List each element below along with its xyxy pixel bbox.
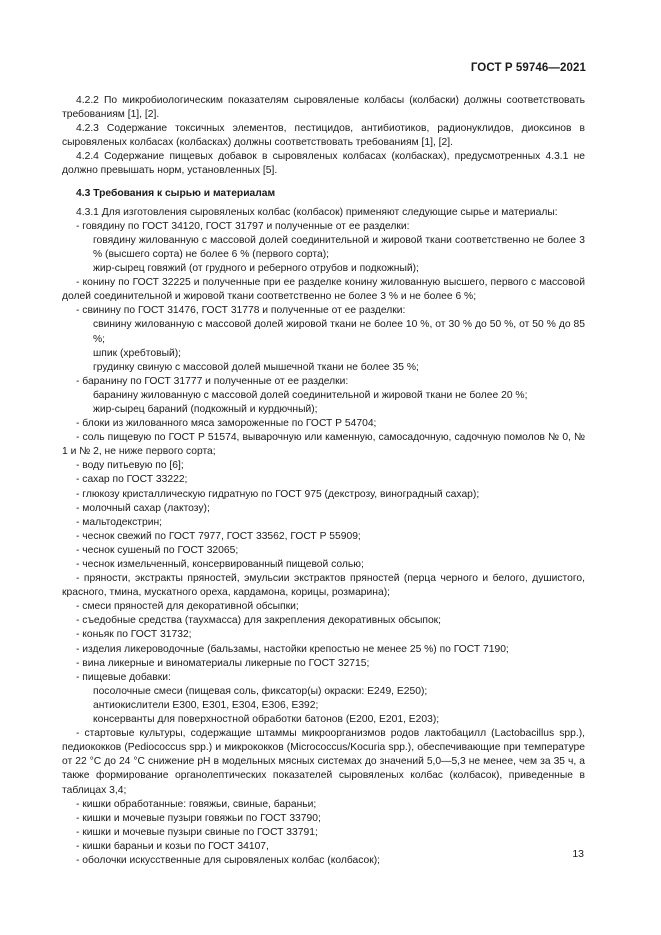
list-subitem: говядину жилованную с массовой долей соединительной и жировой ткани соответственно не более 3 % (высшего сорта) не более 6 % (первого сорта);: [93, 234, 585, 260]
list-item: - чеснок сушеный по ГОСТ 32065;: [76, 544, 239, 556]
list-item: - чеснок свежий по ГОСТ 7977, ГОСТ 33562, ГОСТ Р 55909;: [76, 530, 361, 542]
page-number: 13: [572, 848, 584, 860]
list-item: - пряности, экстракты пряностей, эмульсии экстрактов пряностей (перца черного и белого, душистого, красного, тмина, мускатного ореха, кардамона, корицы, розмарина);: [62, 573, 585, 599]
paragraph-4-2-2: 4.2.2 По микробиологическим показателям сыровяленые колбасы (колбаски) должны соответствовать требованиям [1], [2].: [62, 95, 585, 121]
list-subitem: шпик (хребтовый);: [93, 347, 182, 359]
list-item: - стартовые культуры, содержащие штаммы микроорганизмов родов лактобацилл (Lactobacillus spp.), педиококков (Pediococcus spp.) и микрококков (Micrococcus/Kocuria spp.), обеспечивающие при температуре от 22 °С до 24 °С снижение рН в модельных мясных системах до значений 5,0—5,3 не менее, чем за 35 ч, а также формирование органолептических показателей сыровяленых колбас (колбасок), приведенные в таблицах 3,4;: [62, 728, 585, 796]
list-item: - свинину по ГОСТ 31476, ГОСТ 31778 и полученные от ее разделки:: [76, 305, 406, 317]
list-item: - коньяк по ГОСТ 31732;: [76, 629, 192, 641]
list-item: - говядину по ГОСТ 34120, ГОСТ 31797 и полученные от ее разделки:: [76, 220, 410, 232]
list-item: - молочный сахар (лактозу);: [76, 502, 210, 514]
list-subitem: свинину жилованную с массовой долей жировой ткани не более 10 %, от 30 % до 50 %, от 50 % до 85 %;: [93, 319, 585, 345]
list-item: - смеси пряностей для декоративной обсыпки;: [76, 601, 299, 613]
standard-header: ГОСТ Р 59746—2021: [470, 62, 586, 74]
list-subitem: грудинку свиную с массовой долей мышечной ткани не более 35 %;: [93, 361, 419, 373]
paragraph-4-2-4: 4.2.4 Содержание пищевых добавок в сыровяленых колбасах (колбасках), предусмотренных 4.3.1 не должно превышать норм, установленных [5].: [62, 151, 585, 177]
list-item: - кишки бараньи и козьи по ГОСТ 34107,: [76, 840, 269, 852]
section-heading: 4.3 Требования к сырью и материалам: [76, 187, 276, 199]
list-subitem: посолочные смеси (пищевая соль, фиксатор(ы) окраски: Е249, Е250);: [93, 685, 428, 697]
list-subitem: консерванты для поверхностной обработки батонов (Е200, Е201, Е203);: [93, 714, 440, 726]
list-subitem: жир-сырец бараний (подкожный и курдючный);: [93, 403, 318, 415]
list-item: - оболочки искусственные для сыровяленых колбас (колбасок);: [76, 854, 381, 866]
list-item: - блоки из жилованного мяса замороженные по ГОСТ Р 54704;: [76, 418, 377, 430]
section-intro: 4.3.1 Для изготовления сыровяленых колбас (колбасок) применяют следующие сырье и материалы:: [76, 206, 558, 218]
list-item: - вина ликерные и виноматериалы ликерные по ГОСТ 32715;: [76, 657, 370, 669]
list-item: - кишки и мочевые пузыри свиные по ГОСТ 33791;: [76, 826, 318, 838]
list-item: - пищевые добавки:: [76, 671, 171, 683]
materials-list: [62, 220, 585, 868]
list-item: - баранину по ГОСТ 31777 и полученные от ее разделки:: [76, 375, 349, 387]
list-subitem: антиокислители Е300, Е301, Е304, Е306, Е392;: [93, 699, 319, 711]
list-item: - глюкозу кристаллическую гидратную по ГОСТ 975 (декстрозу, виноградный сахар);: [76, 488, 480, 500]
list-item: - мальтодекстрин;: [76, 516, 163, 528]
list-subitem: жир-сырец говяжий (от грудного и реберного отрубов и подкожный);: [93, 263, 419, 275]
list-item: - чеснок измельченный, консервированный пищевой солью;: [76, 559, 364, 570]
list-subitem: баранину жилованную с массовой долей соединительной и жировой ткани не более 20 %;: [93, 389, 528, 401]
list-item: - изделия ликероводочные (бальзамы, настойки крепостью не менее 25 %) по ГОСТ 7190;: [76, 643, 509, 655]
list-item: - съедобные средства (таухмасса) для закрепления декоративных обсыпок;: [76, 615, 442, 627]
list-item: - конину по ГОСТ 32225 и полученные при ее разделке конину жилованную высшего, первого с массовой долей соединительной и жировой ткани соответственно не более 3 % и не более 6 %;: [62, 277, 585, 303]
document-body: [62, 94, 585, 868]
list-item: - кишки обработанные: говяжьи, свиные, бараньи;: [76, 798, 317, 810]
paragraph-4-2-3: 4.2.3 Содержание токсичных элементов, пестицидов, антибиотиков, радионуклидов, диоксинов в сыровяленых колбасах (колбасках) должны соответствовать требованиям [1], [2].: [62, 123, 585, 149]
list-item: - сахар по ГОСТ 33222;: [76, 474, 188, 486]
list-item: - соль пищевую по ГОСТ Р 51574, выварочную или каменную, самосадочную, садочную помолов № 0, № 1 и № 2, не ниже первого сорта;: [62, 432, 585, 458]
list-item: - кишки и мочевые пузыри говяжьи по ГОСТ 33790;: [76, 812, 321, 824]
list-item: - воду питьевую по [6];: [76, 460, 184, 472]
